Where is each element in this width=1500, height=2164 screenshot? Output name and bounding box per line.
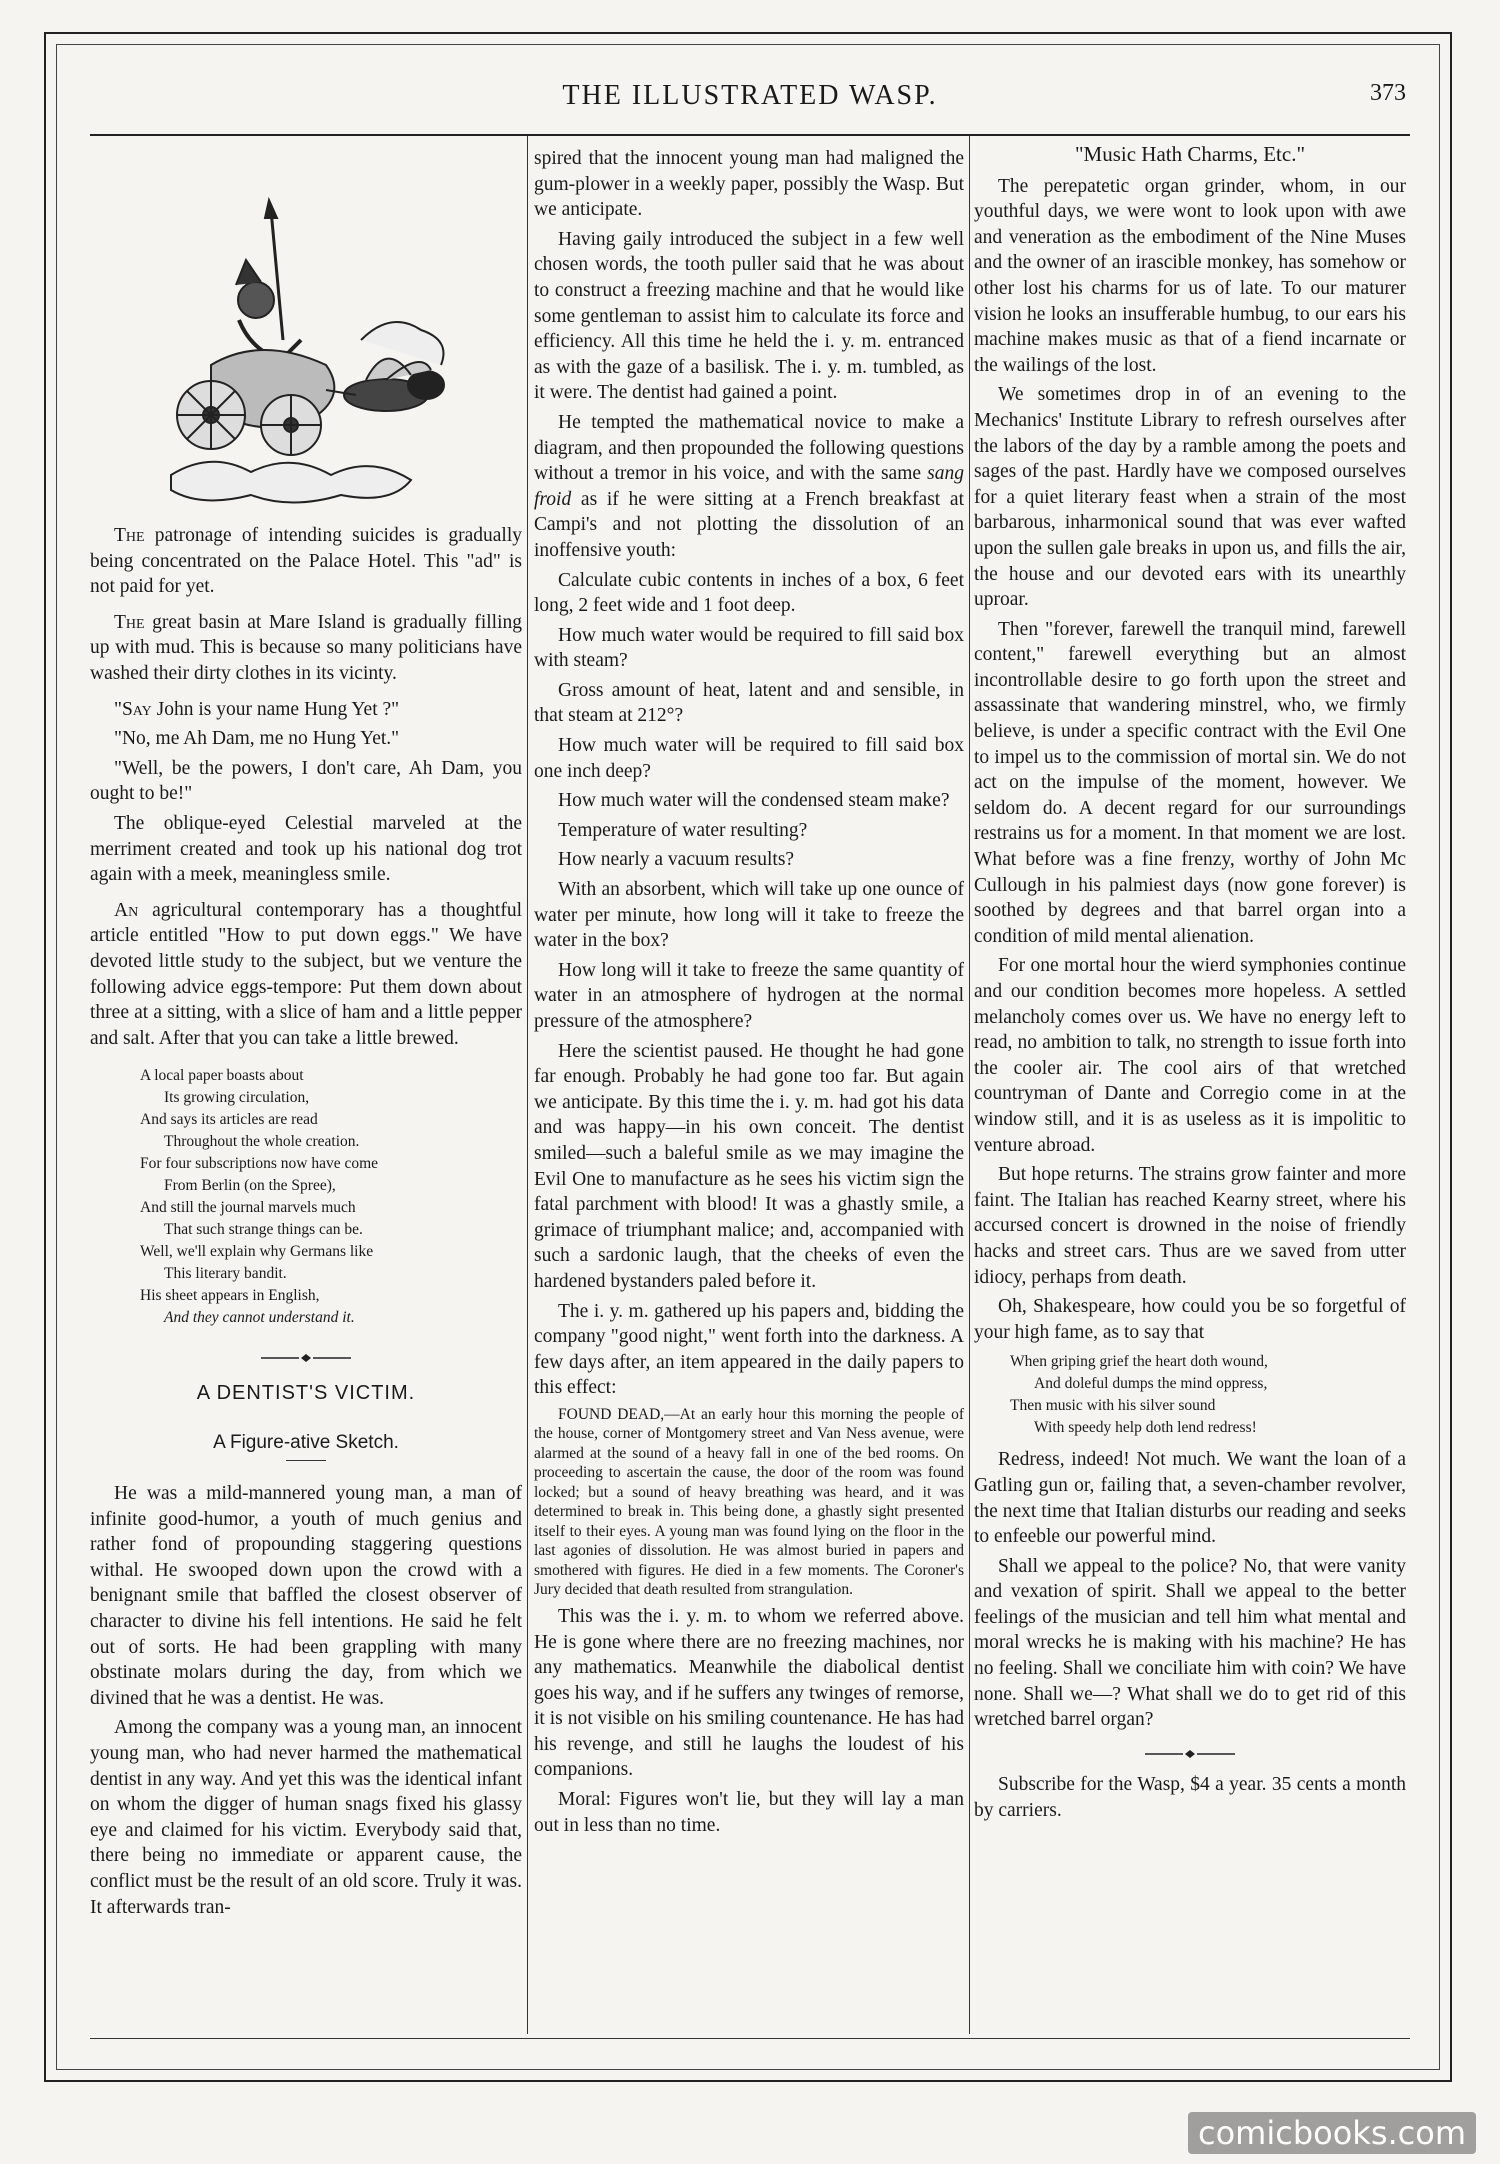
paragraph: The perepatetic organ grinder, whom, in our youthful days, we were wont to look upon with awe and veneration as the embodiment of the Nine Muses and the owner of an irascible monkey, has somehow or other lost his charms for us of late. To our maturer vision he looks an insufferable humbug, to our ears his machine makes music as that of a fiend incarnate or the wailings of the lost. (974, 175, 1406, 376)
verse-line: Well, we'll explain why Germans like (140, 1243, 374, 1261)
verse-line: With speedy help doth lend redress! (1034, 1419, 1257, 1437)
paragraph: Having gaily introduced the subject in a few well chosen words, the tooth puller said that he was about to construct a freezing machine and that he would like some gentleman to assist him to calculate its force and efficiency. All this time he held the i. y. m. entranced as with the gaze of a basilisk. The i. y. m. tumbled, as it were. The dentist had gained a point. (534, 228, 964, 404)
section-ornament (974, 1741, 1406, 1767)
question: Gross amount of heat, latent and and sensible, in that steam at 212°? (534, 679, 964, 727)
paragraph-text: patronage of intending suicides is gradually being concentrated on the Palace Hotel. This "ad" is not paid for yet. (90, 525, 522, 598)
verse-line: This literary bandit. (164, 1265, 287, 1283)
paragraph: Moral: Figures won't lie, but they will lay a man out in less than no time. (534, 1789, 964, 1836)
verse-line: And doleful dumps the mind oppress, (1034, 1375, 1268, 1393)
article-heading: A DENTIST'S VICTIM. (196, 1381, 416, 1404)
paragraph: We sometimes drop in of an evening to the Mechanics' Institute Library to refresh ourselves after the labors of the day by a ramble among the poets and sages of the past. Hardly have we composed ourselves for a quiet literary feast when a strain of the most barbarous, inharmonical sound that was ever wafted upon the sullen gale breaks in upon us, and fills the air, the house and our devoted ears with its unearthly uproar. (974, 384, 1406, 611)
verse-line: Then music with his silver sound (1010, 1397, 1216, 1415)
paragraph: This was the i. y. m. to whom we referred above. He is gone where there are no freezing machines, nor any mathematics. Meanwhile the diabolical dentist goes his way, and if he suffers any twinges of remorse, it is not visible on his smiling countenance. He has had his revenge, and still he laughs the loudest of his companions. (534, 1605, 964, 1781)
header-rule (90, 134, 1410, 136)
paragraph: Here the scientist paused. He thought he had gone far enough. Probably he had gone too far. But again we anticipate. By this time the i. y. m. had got his data and was happy—in his own conceit. The dentist smiled—such a baleful smile as we may imagine the Evil One to manufacture as he sees his victim sign the fatal parchment with blood! It was a ghastly smile, a grimace of triumphant malice; and, accompanied with such a sardonic laugh, that the cheeks of even the hardened bystanders paled before it. (534, 1040, 964, 1292)
paragraph: The oblique-eyed Celestial marveled at the merriment created and took up his national dog trot again with a meek, meaningless smile. (90, 812, 522, 886)
verse-line: And they cannot understand it. (164, 1309, 355, 1327)
verse-line: From Berlin (on the Spree), (164, 1177, 336, 1195)
lead-word: "Say (114, 698, 152, 720)
lead-word: The (114, 611, 145, 633)
verse-block (140, 1065, 522, 1329)
verse-line: And says its articles are read (140, 1111, 318, 1129)
paragraph: Redress, indeed! Not much. We want the loan of a Gatling gun or, failing that, a seven-chamber revolver, the next time that Italian disturbs our reading and seeks to enfeeble our powerful mind. (974, 1449, 1406, 1548)
italic-phrase: sang froid (534, 463, 964, 510)
paragraph: "No, me Ah Dam, me no Hung Yet." (114, 728, 400, 750)
article-subheading: A Figure-ative Sketch. (213, 1432, 399, 1454)
question: How much water will the condensed steam make? (558, 790, 950, 812)
question: How long will it take to freeze the same quantity of water in an atmosphere of hydrogen at the normal pressure of the atmosphere? (534, 959, 964, 1032)
verse-line: For four subscriptions now have come (140, 1155, 379, 1173)
footer-rule (90, 2038, 1410, 2039)
subscribe-notice: Subscribe for the Wasp, $4 a year. 35 cents a month by carriers. (974, 1774, 1406, 1822)
verse-block (1010, 1351, 1406, 1439)
masthead-title: THE ILLUSTRATED WASP. (562, 80, 938, 111)
section-ornament (90, 1345, 522, 1371)
paragraph: The i. y. m. gathered up his papers and, bidding the company "good night," went forth into the darkness. A few days after, an item appeared in the daily papers to this effect: (534, 1300, 964, 1399)
verse-line: His sheet appears in English, (140, 1287, 320, 1305)
paragraph-text: John is your name Hung Yet ?" (151, 698, 400, 720)
paragraph-text: great basin at Mare Island is gradually filling up with mud. This is because so many politicians have washed their dirty clothes in its vicinty. (90, 611, 522, 684)
paragraph-text: agricultural contemporary has a thoughtful article entitled "How to put down eggs." We have devoted little study to the subject, but we venture the following advice eggs-tempore: Put them down about three at a sitting, with a slice of ham and a little pepper and salt. After that you can take a little brewed. (90, 899, 522, 1049)
column-1 (90, 142, 522, 1924)
paragraph: But hope returns. The strains grow fainter and more faint. The Italian has reached Kearny street, where his accursed concert is drowned in the noise of friendly hacks and street cars. Thus are we saved from utter idiocy, perhaps from death. (974, 1164, 1406, 1288)
verse-line: That such strange things can be. (164, 1221, 363, 1239)
lead-word: An (114, 899, 139, 921)
column-2 (534, 146, 964, 1842)
column-divider-2 (969, 136, 970, 2034)
paragraph: For one mortal hour the wierd symphonies continue and our condition becomes more hopeless. A settled melancholy comes over us. We have no energy left to read, no ambition to talk, no strength to issue forth into the cooler air. The cool airs of that wretched countryman of Dante and Corregio come in at the window still, and it is as useless as it is impolitic to venture abroad. (974, 955, 1406, 1156)
question: With an absorbent, which will take up one ounce of water per minute, how long will it take to freeze the water in the box? (534, 879, 964, 952)
wasp-chariot-illustration (151, 190, 461, 515)
watermark: comicbooks.com (1188, 2112, 1476, 2154)
page-number: 373 (1370, 80, 1406, 106)
column-divider-1 (527, 136, 528, 2034)
page-header (90, 76, 1410, 116)
question: How nearly a vacuum results? (558, 849, 795, 871)
article-heading: "Music Hath Charms, Etc." (1074, 142, 1306, 166)
verse-line: Throughout the whole creation. (164, 1133, 360, 1151)
short-rule (286, 1460, 326, 1461)
verse-line: When griping grief the heart doth wound, (1010, 1353, 1268, 1371)
question: Calculate cubic contents in inches of a box, 6 feet long, 2 feet wide and 1 foot deep. (534, 569, 964, 617)
paragraph: Then "forever, farewell the tranquil mind, farewell content," farewell everything but an almost incontrollable desire to go forth upon the street and assassinate that wandering minstrel, who, we firmly believe, is under a specific contract with the Evil One to impel us to the commission of mortal sin. We do not act on the impulse of the moment, however. We seldom do. A decent regard for our surroundings restrains us for a moment. In that moment we are lost. What before was a fine frenzy, worthy of John Mc Cullough in his palmiest days (now gone forever) is soothed by degrees and that barrel organ into a condition of mild mental alienation. (974, 618, 1406, 947)
question: Temperature of water resulting? (558, 819, 808, 841)
question: How much water would be required to fill said box with steam? (534, 624, 964, 672)
paragraph: Shall we appeal to the police? No, that were vanity and vexation of spirit. Shall we appeal to the better feelings of the musician and tell him what mental and moral wrecks he is making with his machine? He has no feeling. Shall we conciliate him with coin? We have none. Shall we—? What shall we do to get rid of this wretched barrel organ? (974, 1555, 1406, 1731)
paragraph-text: He tempted the mathematical novice to make a diagram, and then propounded the following questions without a tremor in his voice, and with the same (534, 411, 964, 485)
column-3 (974, 142, 1406, 1828)
lead-word: The (114, 525, 145, 546)
paragraph-text: as if he were sitting at a French breakfast at Campi's and not plotting the dissolution of an inoffensive youth: (534, 488, 964, 561)
verse-line: And still the journal marvels much (140, 1199, 356, 1217)
paragraph: spired that the innocent young man had maligned the gum-plower in a weekly paper, possibly the Wasp. But we anticipate. (534, 148, 964, 221)
paragraph: He was a mild-mannered young man, a man of infinite good-humor, a youth of much genius and rather fond of propounding staggering questions withal. He swooped down upon the crowd with a benignant smile that baffled the closest observer of character to divine his fell intentions. He said he felt out of sorts. He had been grappling with many obstinate molars during the day, from which we divined that he was a dentist. He was. (90, 1483, 522, 1709)
verse-line: A local paper boasts about (140, 1067, 304, 1085)
verse-line: Its growing circulation, (164, 1089, 310, 1107)
news-item: FOUND DEAD,—At an early hour this morning the people of the house, corner of Montgomery street and Van Ness avenue, were alarmed at the sound of a heavy fall in one of the bed rooms. On proceeding to ascertain the cause, the door of the room was found locked; but a sound of heavy breathing was heard, and it was determined to break in. This being done, a ghastly sight presented itself to their eyes. A young man was found lying on the floor in the last agonies of dissolution. He was almost buried in papers and smothered with figures. He died in a few moments. The Coroner's Jury decided that death resulted from strangulation. (534, 1405, 964, 1599)
question: How much water will be required to fill said box one inch deep? (534, 735, 964, 782)
paragraph: Oh, Shakespeare, how could you be so forgetful of your high fame, as to say that (974, 1296, 1406, 1343)
paragraph: Among the company was a young man, an innocent young man, who had never harmed the mathematical dentist in any way. And yet this was the identical infant on whom the digger of human snags fixed his glassy eye and claimed for his victim. Everybody said that, there being no immediate or apparent cause, the conflict must be the result of an old score. Truly it was. It afterwards tran- (90, 1717, 522, 1918)
paragraph: "Well, be the powers, I don't care, Ah Dam, you ought to be!" (90, 757, 522, 805)
